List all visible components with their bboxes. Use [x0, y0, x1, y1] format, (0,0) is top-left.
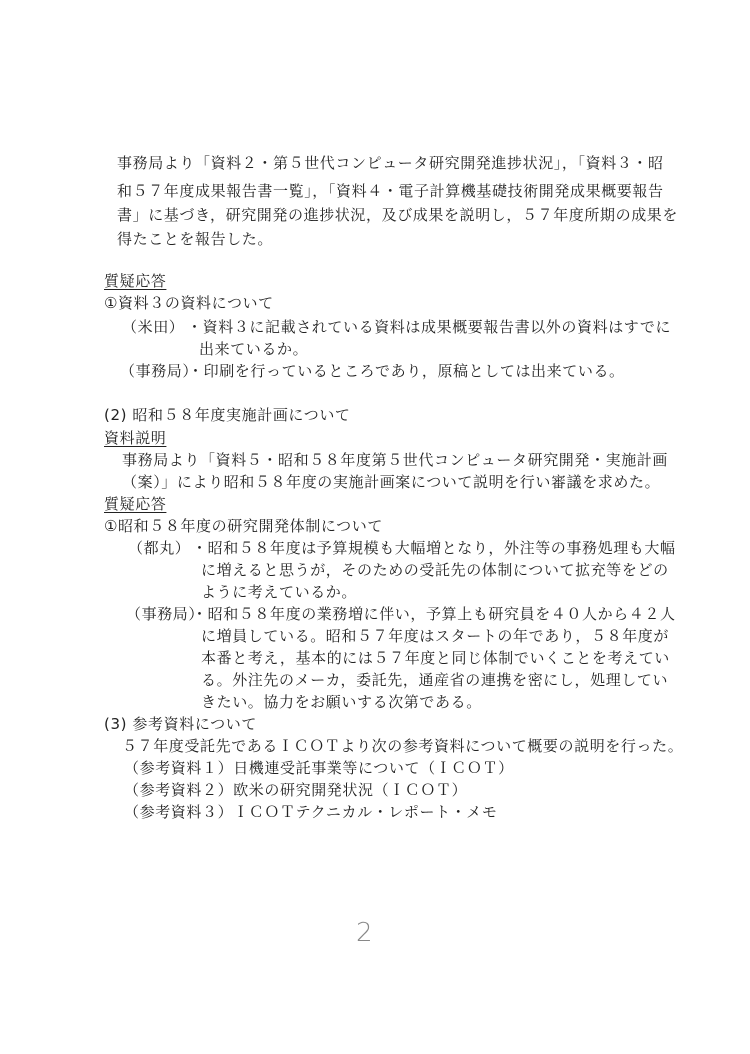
intro-line-1: 事務局より「資料２・第５世代コンピュータ研究開発進捗状況」，「資料３・昭: [117, 154, 664, 172]
section-2-question-line-3: ように考えているか。: [201, 583, 358, 601]
qa1-line-1a: ・資料３に記載されている資料は成果概要報告書以外の資料はすでに: [187, 318, 672, 336]
reference-item-3: （参考資料３）ＩＣＯＴテクニカル・レポート・メモ: [124, 803, 498, 821]
intro-line-4: 得たことを報告した。: [117, 230, 274, 248]
section-2-speaker-1: （都丸）: [128, 539, 191, 557]
section-2-topic: ①昭和５８年度の研究開発体制について: [104, 517, 383, 535]
qa-heading-2: 質疑応答: [104, 495, 167, 513]
section-2-answer-line-4: る。外注先のメーカ，委託先，通産省の連携を密にし，処理してい: [201, 671, 669, 689]
qa1-speaker-2: （事務局）: [120, 362, 199, 380]
intro-line-2: 和５７年度成果報告書一覧」，「資料４・電子計算機基礎技術開発成果概要報告: [117, 182, 664, 200]
intro-line-3: 書」に基づき，研究開発の進捗状況，及び成果を説明し，５７年度所期の成果を: [117, 206, 679, 224]
section-2-answer-line-5: きたい。協力をお願いする次第である。: [201, 693, 482, 711]
page-number: 2: [356, 918, 373, 948]
section-3-body: ５７年度受託先であるＩＣＯＴより次の参考資料について概要の説明を行った。: [122, 737, 684, 755]
reference-item-2: （参考資料２）欧米の研究開発状況（ＩＣＯＴ）: [124, 781, 468, 799]
section-3-title: (3) 参考資料について: [104, 715, 257, 733]
section-2-question-line-2: に増えると思うが，そのための受託先の体制について拡充等をどの: [201, 561, 669, 579]
qa-heading-1: 質疑応答: [104, 272, 167, 290]
section-2-answer-line-3: 本番と考え，基本的には５７年度と同じ体制でいくことを考えてい: [201, 649, 670, 667]
qa1-speaker-1: （米田）: [122, 318, 185, 336]
section-2-explain-line-2: （案）」により昭和５８年度の実施計画案について説明を行い審議を求めた。: [122, 473, 661, 491]
reference-item-1: （参考資料１）日機連受託事業等について（ＩＣＯＴ）: [124, 759, 514, 777]
section-2-answer-line-1: ・昭和５８年度の業務増に伴い，予算上も研究員を４０人から４２人: [192, 605, 676, 623]
qa1-topic: ①資料３の資料について: [104, 294, 274, 312]
section-2-question-line-1: ・昭和５８年度は予算規模も大幅増となり，外注等の事務処理も大幅: [192, 539, 676, 557]
section-2-explain-line-1: 事務局より「資料５・昭和５８年度第５世代コンピュータ研究開発・実施計画: [122, 451, 669, 469]
section-2-explain-heading: 資料説明: [104, 429, 167, 447]
qa1-line-2: ・印刷を行っているところであり，原稿としては出来ている。: [188, 362, 625, 380]
section-2-title: (2) 昭和５８年度実施計画について: [104, 406, 351, 424]
qa1-line-1b: 出来ているか。: [199, 340, 309, 358]
section-2-answer-line-2: に増員している。昭和５７年度はスタートの年であり，５８年度が: [201, 627, 670, 645]
section-2-speaker-2: （事務局）: [126, 605, 205, 623]
